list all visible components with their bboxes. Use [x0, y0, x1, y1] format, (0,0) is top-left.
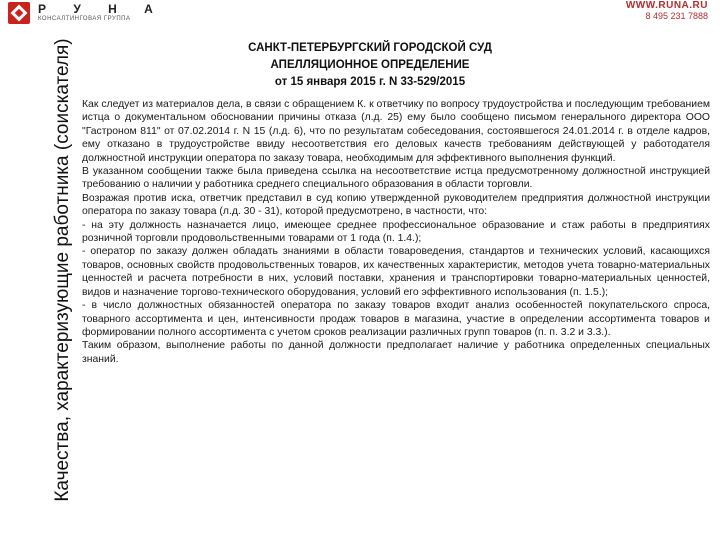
paragraph: Таким образом, выполнение работы по данной должности предполагает наличие у работника определенных специальных знаний. [82, 340, 710, 365]
paragraph: Возражая против иска, ответчик представил в суд копию утвержденной руководителем предприятия должностной инструкции оператора по заказу товара (л.д. 30 - 31), которой предусмотрено, в частности, что: [82, 192, 710, 218]
paragraph: - на эту должность назначается лицо, имеющее среднее профессиональное образование и стаж работы в предприятиях розничной торговли продовольственными товарами от 1 года (п. 1.4.); [82, 219, 710, 245]
vertical-title-bar [20, 0, 82, 540]
document-body [82, 98, 710, 366]
site-contacts [626, 0, 708, 22]
paragraph: В указанном сообщении также была приведена ссылка на несоответствие истца предусмотренному должностной инструкцией требованию о наличии у работника среднего специального образования в области торговли. [82, 166, 710, 191]
court-name: САНКТ-ПЕТЕРБУРГСКИЙ ГОРОДСКОЙ СУД [248, 42, 492, 54]
paragraph: - оператор по заказу должен обладать знаниями в области товароведения, стандартов и технических условий, касающихся товаров, основных свойств продовольственных товаров, их качественных характеристик, методов учета товарно-материальных ценностей и расчета потребности в них, условий поставки, хранения и транспортировки товарно-материальных ценностей, видов и назначение торгово-технического оборудования, условий его эффективного использования (п. 1.5.); [82, 246, 710, 298]
document-header [160, 40, 580, 91]
logo-name: Р У Н А [38, 2, 165, 16]
document-type: АПЕЛЛЯЦИОННОЕ ОПРЕДЕЛЕНИЕ [270, 59, 470, 71]
logo-subtitle: КОНСАЛТИНГОВАЯ ГРУППА [38, 16, 131, 22]
vertical-title: Качества, характеризующие работника (соискателя) [52, 38, 73, 502]
paragraph: Как следует из материалов дела, в связи с обращением К. к ответчику по вопросу трудоустройства и последующим требованием истца о документальном обосновании причины отказа (л.д. 25) ему было сообщено письмом генерального директора ООО "Гастроном 811" от 07.02.2014 г. N 15 (л.д. 6), что по результатам собеседования, состоявшегося 24.01.2014 г. в отделе кадров, ему отказано в трудоустройстве ввиду несоответствия его деловых качеств требованиям действующей у работодателя должностной инструкции оператора по заказу товара, необходимым для эффективного выполнения функций. [82, 99, 710, 164]
document-date-number: от 15 января 2015 г. N 33-529/2015 [274, 76, 466, 88]
site-url: WWW.RUNA.RU [625, 0, 708, 11]
paragraph: - в число должностных обязанностей оператора по заказу товаров входит анализ особенностей покупательского спроса, товарного ассортимента и цен, интенсивности продаж товаров в магазина, участие в определении ассортимента товаров и формировании полного ассортимента с учетом сроков реализации различных групп товаров (п. п. 3.2 и 3.3.). [82, 300, 710, 338]
site-phone: 8 495 231 7888 [645, 11, 708, 21]
